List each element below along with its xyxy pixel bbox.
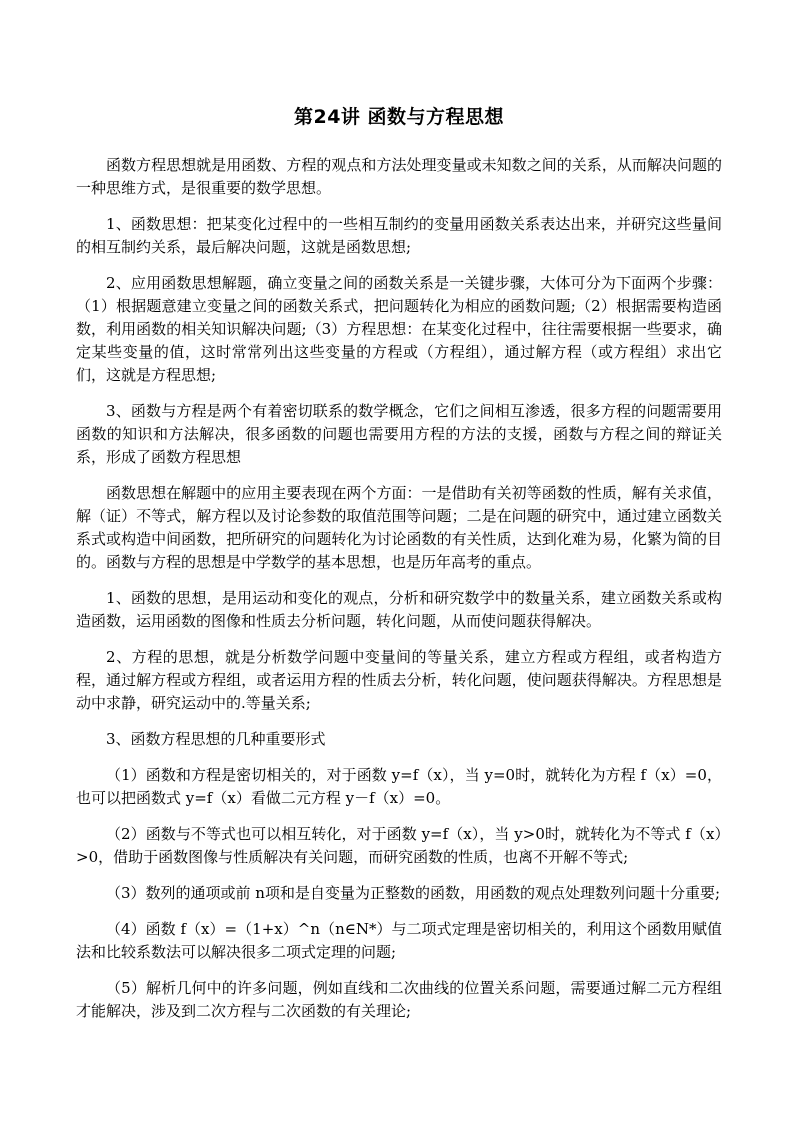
paragraph-forms-heading: 3、函数方程思想的几种重要形式 <box>106 730 326 748</box>
paragraph-function-idea: 1、函数思想：把某变化过程中的一些相互制约的变量用函数关系表达出来，并研究这些量间的相互制约关系，最后解决问题，这就是函数思想; <box>76 215 722 256</box>
page-title: 第24讲 函数与方程思想 <box>293 106 505 128</box>
list-item-form-5: （5）解析几何中的许多问题，例如直线和二次曲线的位置关系问题，需要通过解二元方程组才能解决，涉及到二次方程与二次函数的有关理论; <box>76 979 722 1020</box>
list-item-form-2: （2）函数与不等式也可以相互转化，对于函数 y=f（x），当 y>0时，就转化为不等式 f（x）>0，借助于函数图像与性质解决有关问题，而研究函数的性质，也离不开解不等式; <box>76 825 722 866</box>
paragraph-function-equation-relation: 3、函数与方程是两个有着密切联系的数学概念，它们之间相互渗透，很多方程的问题需要用函数的知识和方法解决，很多函数的问题也需要用方程的方法的支援，函数与方程之间的辩证关系，形成了函数方程思想 <box>76 402 722 466</box>
list-item-form-4: （4）函数 f（x）=（1+x）^n（n∈N*）与二项式定理是密切相关的，利用这个函数用赋值法和比较系数法可以解决很多二项式定理的问题; <box>76 920 722 961</box>
paragraph-application-aspects: 函数思想在解题中的应用主要表现在两个方面：一是借助有关初等函数的性质，解有关求值，解（证）不等式，解方程以及讨论参数的取值范围等问题；二是在问题的研究中，通过建立函数关系式或构造中间函数，把所研究的问题转化为讨论函数的有关性质，达到化难为易，化繁为简的目的。函数与方程的思想是中学数学的基本思想，也是历年高考的重点。 <box>76 484 722 571</box>
paragraph-applying-function-idea: 2、应用函数思想解题，确立变量之间的函数关系是一关键步骤，大体可分为下面两个步骤：（1）根据题意建立变量之间的函数关系式，把问题转化为相应的函数问题;（2）根据需要构造函数，利用函数的相关知识解决问题;（3）方程思想：在某变化过程中，往往需要根据一些要求，确定某些变量的值，这时常常列出这些变量的方程或（方程组），通过解方程（或方程组）求出它们，这就是方程思想; <box>76 274 722 384</box>
list-item-form-3: （3）数列的通项或前 n项和是自变量为正整数的函数，用函数的观点处理数列问题十分重要; <box>106 884 721 902</box>
paragraph-function-thinking: 1、函数的思想，是用运动和变化的观点，分析和研究数学中的数量关系，建立函数关系或构造函数，运用函数的图像和性质去分析问题，转化问题，从而使问题获得解决。 <box>76 589 722 630</box>
paragraph-equation-thinking: 2、方程的思想，就是分析数学问题中变量间的等量关系，建立方程或方程组，或者构造方程，通过解方程或方程组，或者运用方程的性质去分析，转化问题，使问题获得解决。方程思想是动中求静，研究运动中的.等量关系; <box>76 648 722 712</box>
list-item-form-1: （1）函数和方程是密切相关的，对于函数 y=f（x），当 y=0时，就转化为方程 f（x）=0，也可以把函数式 y=f（x）看做二元方程 y－f（x）=0。 <box>76 766 722 807</box>
paragraph-intro: 函数方程思想就是用函数、方程的观点和方法处理变量或未知数之间的关系，从而解决问题的一种思维方式，是很重要的数学思想。 <box>76 156 722 197</box>
